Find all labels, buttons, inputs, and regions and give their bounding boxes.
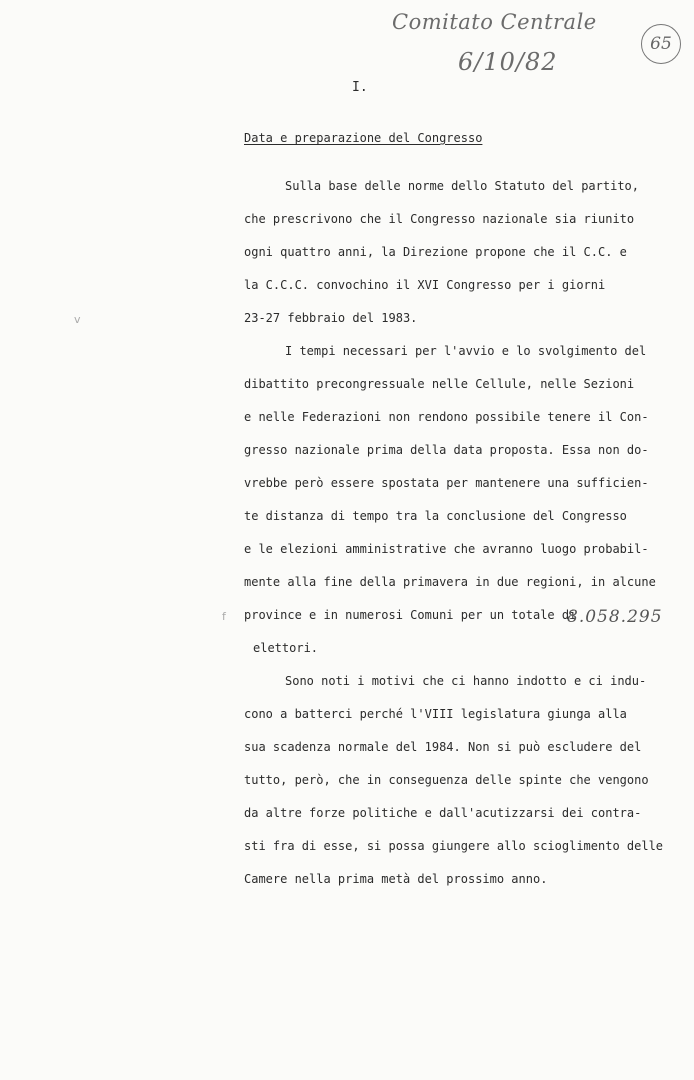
handwritten-title: Comitato Centrale <box>392 10 597 34</box>
text-line: la C.C.C. convochino il XVI Congresso per i giorni <box>244 278 606 292</box>
text-line: vrebbe però essere spostata per mantenere una sufficien- <box>244 476 649 490</box>
text-line: 23-27 febbraio del 1983. <box>244 311 418 325</box>
text-line: e le elezioni amministrative che avranno luogo probabil- <box>244 542 649 556</box>
text-line: Camere nella prima metà del prossimo anno. <box>244 872 548 886</box>
text-line: ogni quattro anni, la Direzione propone che il C.C. e <box>244 245 627 259</box>
text-line: da altre forze politiche e dall'acutizzarsi dei contra- <box>244 806 642 820</box>
text-line: e nelle Federazioni non rendono possibile tenere il Con- <box>244 410 649 424</box>
text-line: sti fra di esse, si possa giungere allo scioglimento delle <box>244 839 664 853</box>
section-number: I. <box>352 80 368 95</box>
text-line: mente alla fine della primavera in due regioni, in alcune <box>244 575 656 589</box>
page-number: 65 <box>650 34 672 54</box>
text-line: elettori. <box>253 641 319 655</box>
text-line: I tempi necessari per l'avvio e lo svolgimento del <box>285 344 647 358</box>
handwritten-voter-count: 8.058.295 <box>567 607 663 627</box>
text-line: dibattito precongressuale nelle Cellule, nelle Sezioni <box>244 377 635 391</box>
text-line: gresso nazionale prima della data proposta. Essa non do- <box>244 443 649 457</box>
text-line: cono a batterci perché l'VIII legislatura giunga alla <box>244 707 627 721</box>
text-line: tutto, però, che in conseguenza delle spinte che vengono <box>244 773 649 787</box>
handwritten-date: 6/10/82 <box>458 48 558 76</box>
text-line: province e in numerosi Comuni per un totale di <box>244 608 577 622</box>
section-heading: Data e preparazione del Congresso <box>244 131 483 145</box>
text-line: Sono noti i motivi che ci hanno indotto e ci indu- <box>285 674 647 688</box>
page-number-circle <box>641 24 681 64</box>
margin-mark: f <box>222 610 226 623</box>
text-line: Sulla base delle norme dello Statuto del partito, <box>285 179 640 193</box>
text-line: te distanza di tempo tra la conclusione del Congresso <box>244 509 627 523</box>
margin-checkmark: v <box>74 313 81 326</box>
text-line: che prescrivono che il Congresso nazionale sia riunito <box>244 212 635 226</box>
text-line: sua scadenza normale del 1984. Non si può escludere del <box>244 740 642 754</box>
